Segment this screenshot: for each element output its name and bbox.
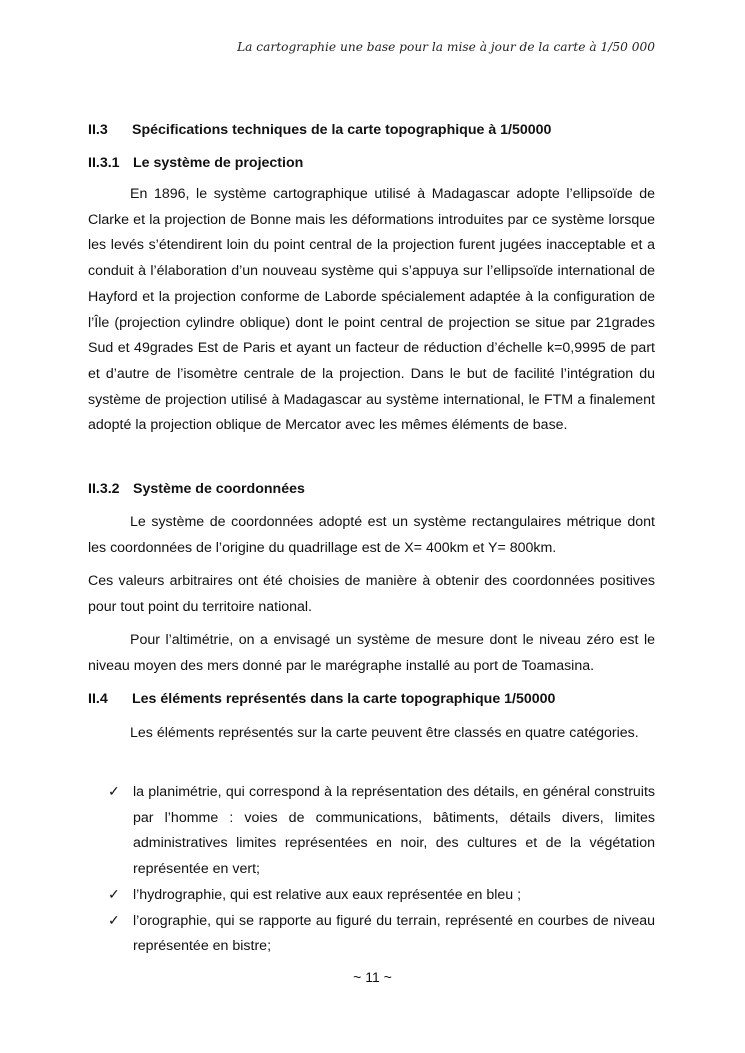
section-number: II.3.2 <box>88 481 120 497</box>
paragraph-projection: En 1896, le système cartographique utilisé à Madagascar adopte l’ellipsoïde de Clarke et la projection de Bonne mais les déformations introduites par ce système lorsque les levés s’étendirent loin du point central de la projection furent jugées inacceptable et a conduit à l’élaboration d’un nouveau système qui s’appuya sur l’ellipsoïde international de Hayford et la projection conforme de Laborde spécialement adaptée à la configuration de l’Île (projection cylindre oblique) dont le point central de projection se situe par 21grades Sud et 49grades Est de Paris et ayant un facteur de réduction d’échelle k=0,9995 de part et d’autre de l’isomètre centrale de la projection. Dans le but de facilité l’intégration du système de projection utilisé à Madagascar au système international, le FTM a finalement adopté la projection oblique de Mercator avec les mêmes éléments de base. <box>88 186 655 434</box>
checkmark-icon: ✓ <box>108 886 120 903</box>
section-number: II.3.1 <box>88 155 120 171</box>
subsection-heading <box>88 481 305 497</box>
paragraph-coordinates: Le système de coordonnées adopté est un système rectangulaires métrique dont les coordonnées de l’origine du quadrillage est de X= 400km et Y= 800km. <box>88 514 655 556</box>
section-heading <box>88 122 551 138</box>
paragraph-arbitrary-values: Ces valeurs arbitraires ont été choisies de manière à obtenir des coordonnées positives pour tout point du territoire national. <box>88 573 655 615</box>
section-title: Système de coordonnées <box>133 481 305 497</box>
list-item-text: l’orographie, qui se rapporte au figuré du terrain, représenté en courbes de niveau représentée en bistre; <box>133 912 655 955</box>
list-item <box>108 909 655 960</box>
section-title: Le système de projection <box>133 155 304 171</box>
list-item-text: l’hydrographie, qui est relative aux eaux représentée en bleu ; <box>133 886 522 903</box>
category-list <box>108 780 655 960</box>
subsection-heading <box>88 155 303 171</box>
paragraph-elements: Les éléments représentés sur la carte peuvent être classés en quatre catégories. <box>130 725 639 741</box>
paragraph-altimetry: Pour l’altimétrie, on a envisagé un système de mesure dont le niveau zéro est le niveau moyen des mers donné par le marégraphe installé au port de Toamasina. <box>88 632 655 674</box>
section-number: II.3 <box>88 122 108 138</box>
list-item-text: la planimétrie, qui correspond à la représentation des détails, en général construits par l’homme : voies de communications, bâtiments, détails divers, limites administratives limites représentées en noir, des cultures et de la végétation représentée en vert; <box>133 784 655 878</box>
checkmark-icon: ✓ <box>108 912 120 929</box>
list-item <box>108 883 655 909</box>
section-title: Spécifications techniques de la carte topographique à 1/50000 <box>132 122 552 138</box>
section-title: Les éléments représentés dans la carte topographique 1/50000 <box>132 691 556 707</box>
running-header: La cartographie une base pour la mise à jour de la carte à 1/50 000 <box>237 40 655 54</box>
page-number: ~ 11 ~ <box>353 969 392 985</box>
section-number: II.4 <box>88 691 108 707</box>
checkmark-icon: ✓ <box>108 784 120 800</box>
list-item <box>108 780 655 883</box>
section-heading <box>88 691 555 707</box>
